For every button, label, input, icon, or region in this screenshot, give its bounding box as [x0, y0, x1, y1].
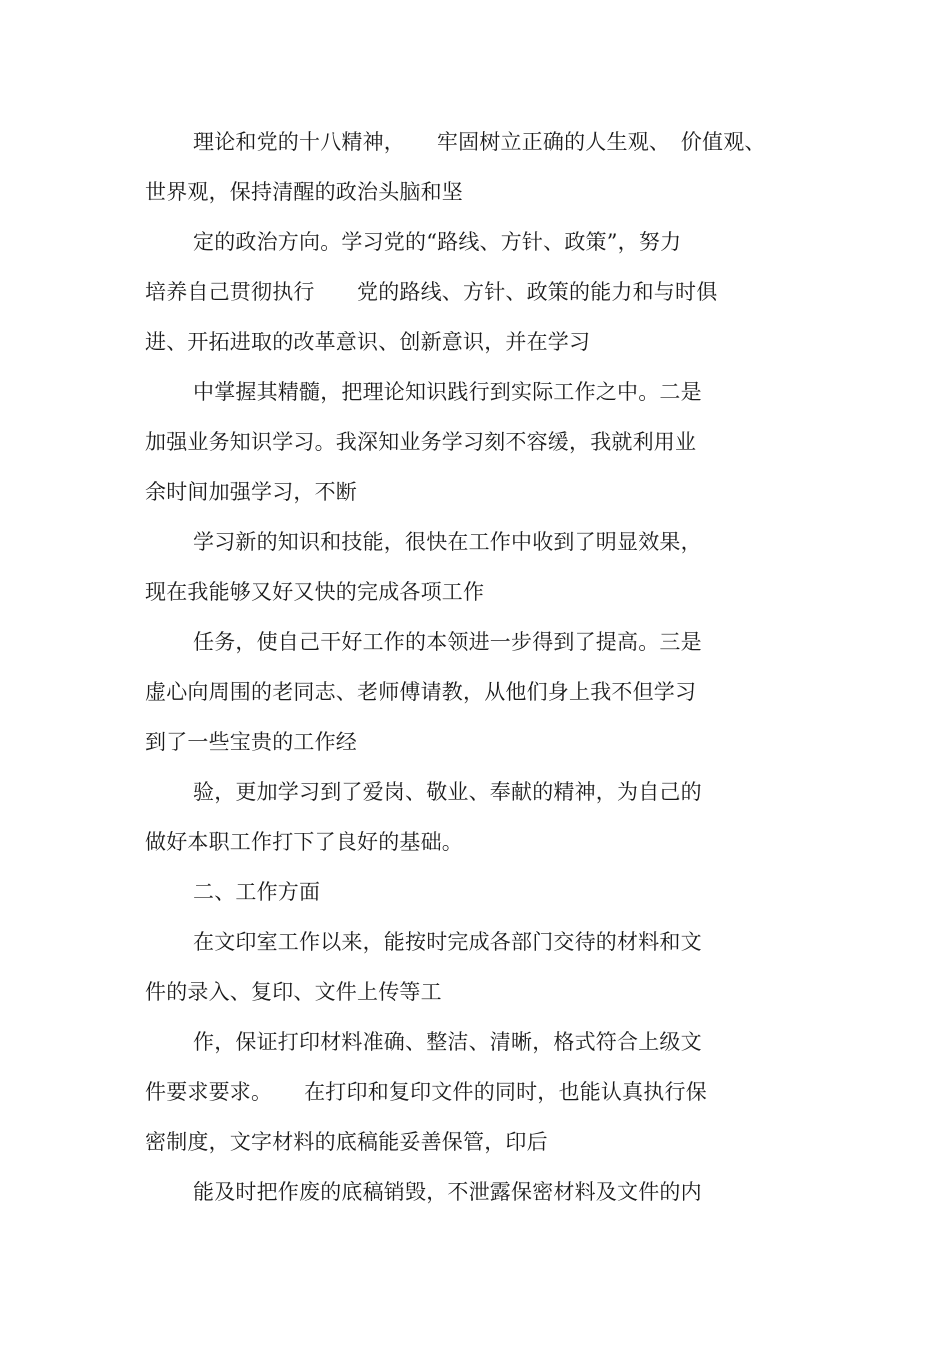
text-line: 学习新的知识和技能，很快在工作中收到了明显效果， — [193, 530, 702, 554]
section-heading: 二、工作方面 — [193, 880, 321, 904]
text-line: 进、开拓进取的改革意识、创新意识，并在学习 — [145, 330, 591, 354]
text-line: 到了一些宝贵的工作经 — [145, 730, 357, 754]
text-line: 加强业务知识学习。我深知业务学习刻不容缓，我就利用业 — [145, 430, 697, 454]
text-line: 中掌握其精髓，把理论知识践行到实际工作之中。二是 — [193, 380, 702, 404]
text-line: 现在我能够又好又快的完成各项工作 — [145, 580, 485, 604]
text-line: 件的录入、复印、文件上传等工 — [145, 980, 442, 1004]
text-line: 验，更加学习到了爱岗、敬业、奉献的精神，为自己的 — [193, 780, 702, 804]
text-line: 件要求要求。 在打印和复印文件的同时，也能认真执行保 — [145, 1080, 707, 1104]
text-line: 作，保证打印材料准确、整洁、清晰，格式符合上级文 — [193, 1030, 702, 1054]
text-line: 密制度，文字材料的底稿能妥善保管，印后 — [145, 1130, 548, 1154]
text-line: 理论和党的十八精神， 牢固树立正确的人生观、 价值观、 — [193, 130, 766, 154]
text-line: 任务，使自己干好工作的本领进一步得到了提高。三是 — [193, 630, 702, 654]
text-line: 余时间加强学习，不断 — [145, 480, 357, 504]
text-line: 虚心向周围的老同志、老师傅请教，从他们身上我不但学习 — [145, 680, 697, 704]
text-line: 能及时把作废的底稿销毁，不泄露保密材料及文件的内 — [193, 1180, 702, 1204]
text-line: 在文印室工作以来，能按时完成各部门交待的材料和文 — [193, 930, 702, 954]
text-line: 世界观，保持清醒的政治头脑和坚 — [145, 180, 463, 204]
text-line: 培养自己贯彻执行 党的路线、方针、政策的能力和与时俱 — [145, 280, 718, 304]
text-line: 做好本职工作打下了良好的基础。 — [145, 830, 463, 854]
text-line: 定的政治方向。学习党的“路线、方针、政策”，努力 — [193, 230, 682, 254]
